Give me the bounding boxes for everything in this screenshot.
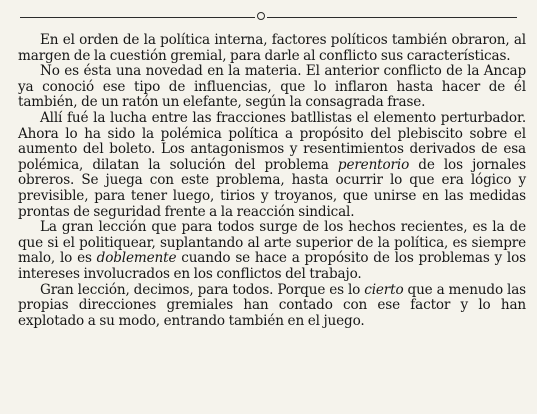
paragraph-4 xyxy=(18,220,526,282)
paragraph-3-text-a: Allí fué la lucha entre las fracciones batllistas el elemento perturbador. Ahora lo ha sido la polémica política a propósito del plebiscito sobre el aumento del boleto. Los antagonismos y resentimientos derivados de esa polémica, dilatan la solución del problema xyxy=(18,109,526,173)
paragraph-5-text-b: que a menudo las propias direcciones gremiales han contado con ese factor y lo han explotado a su modo, entrando también en el juego. xyxy=(18,281,526,329)
paragraph-1-text: En el orden de la política interna, factores políticos también obraron, al margen de la cuestión gremial, para darle al conflicto sus características. xyxy=(18,32,526,64)
paragraph-4-text-b: cuando se hace a propósito de los problemas y los intereses involucrados en los conflictos del trabajo. xyxy=(18,250,526,282)
paragraph-3 xyxy=(18,111,526,220)
paragraph-1 xyxy=(18,33,526,64)
paragraph-4-text-a: La gran lección que para todos surge de los hechos recientes, es la de que si el politiquear, suplantando al arte superior de la política, es siempre malo, lo es xyxy=(18,219,526,267)
paragraph-5 xyxy=(18,283,526,330)
top-rule xyxy=(20,17,517,18)
paragraph-3-italic-word: perentorio xyxy=(337,156,410,173)
article-body xyxy=(18,33,526,329)
paragraph-3-text-b: de los jornales obreros. Se juega con este problema, hasta ocurrir lo que era lógico y previsible, para tener luego, tirios y troyanos, que unirse en las medidas prontas de seguridad frente a la reacción sindical. xyxy=(18,156,526,220)
paragraph-2 xyxy=(18,64,526,111)
paragraph-4-italic-word: doblemente xyxy=(96,250,177,267)
paragraph-5-italic-word: cierto xyxy=(364,281,404,298)
rule-ornament-icon xyxy=(255,10,267,22)
paragraph-2-text: No es ésta una novedad en la materia. El anterior conflicto de la Ancap ya conoció ese tipo de influencias, que lo inflaron hasta hacer de él también, de un ratón un elefante, según la consagrada frase. xyxy=(18,63,526,111)
paragraph-5-text-a: Gran lección, decimos, para todos. Porque es lo xyxy=(40,281,365,298)
